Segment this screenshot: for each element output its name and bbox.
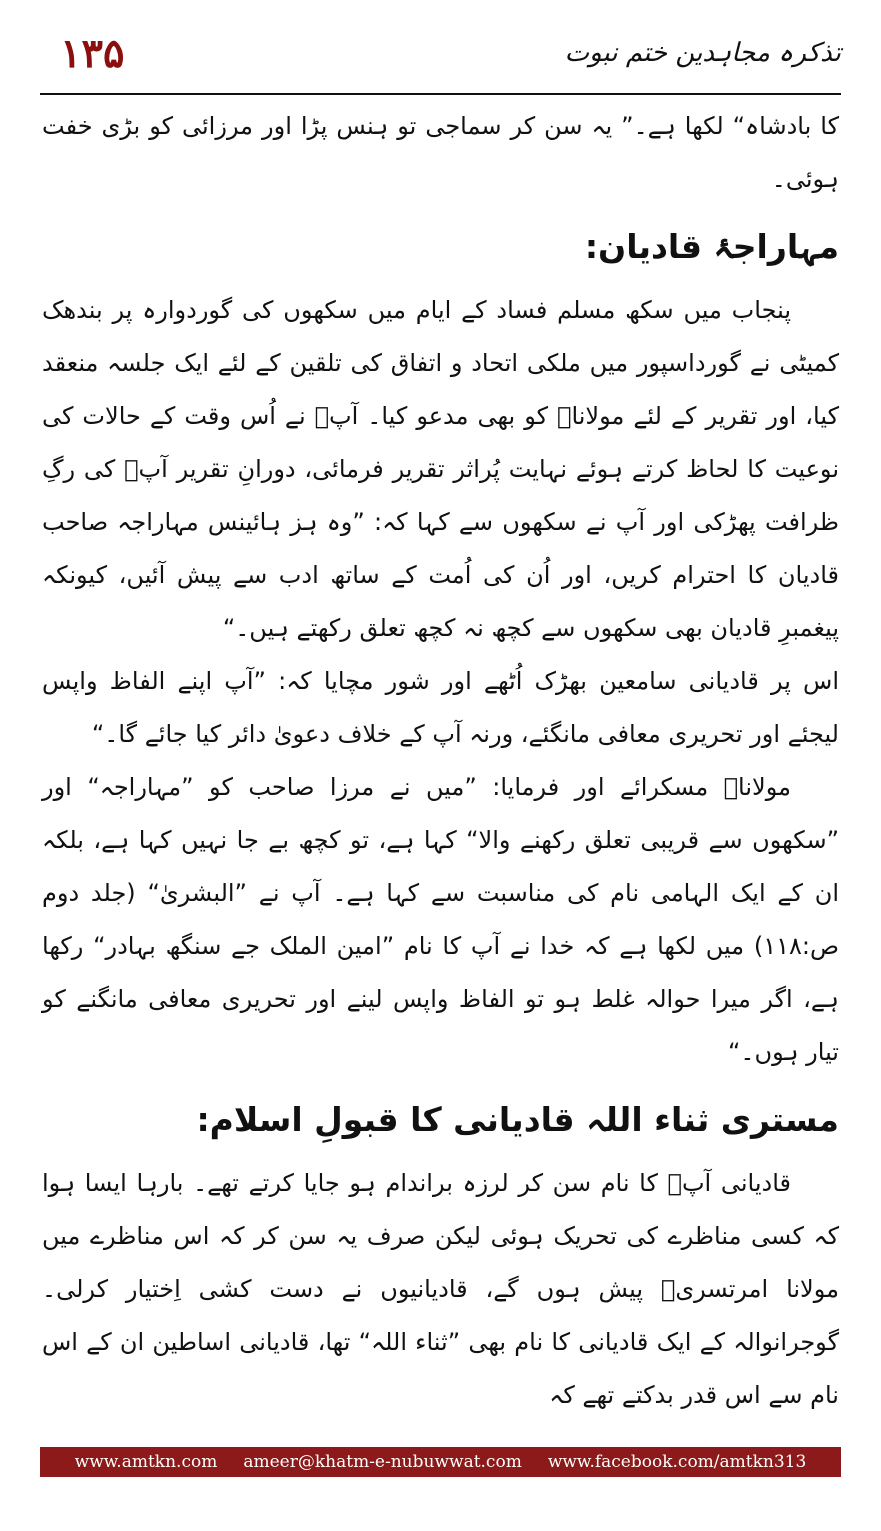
page-number: ۱۳۵	[60, 30, 125, 77]
page-header	[40, 28, 841, 90]
header-divider	[40, 93, 841, 95]
paragraph-2: اس پر قادیانی سامعین بھڑک اُٹھے اور شور مچایا کہ: ”آپ اپنے الفاظ واپس لیجئے اور تحریری معافی مانگئے، ورنہ آپ کے خلاف دعویٰ دائر کیا جائے گا۔“	[42, 667, 839, 748]
section-heading-maharaja: مہاراجۂ قادیان:	[584, 227, 839, 266]
paragraph-3: مولاناؒ مسکرائے اور فرمایا: ”میں نے مرزا صاحب کو ”مہاراجہ“ اور ”سکھوں سے قریبی تعلق رکھنے والا“ کہا ہے، تو کچھ بے جا نہیں کہا ہے، بلکہ ان کے ایک الہامی نام کی مناسبت سے کہا ہے۔ آپ نے ”البشریٰ“ (جلد دوم ص:۱۱۸) میں لکھا ہے کہ خدا نے آپ کا نام ”امین الملک جے سنگھ بہادر“ رکھا ہے، اگر میرا حوالہ غلط ہو تو الفاظ واپس لینے اور تحریری معافی مانگنے کو تیار ہوں۔“	[42, 773, 839, 1066]
running-title: تذکرہ مجاہدین ختم نبوت	[564, 38, 841, 68]
section-heading-sanaullah: مستری ثناء اللہ قادیانی کا قبولِ اسلام:	[196, 1100, 839, 1139]
paragraph-4: قادیانی آپؒ کا نام سن کر لرزہ براندام ہو جایا کرتے تھے۔ بارہا ایسا ہوا کہ کسی مناظرے کی تحریک ہوئی لیکن صرف یہ سن کر کہ اس مناظرے میں مولانا امرتسریؒ پیش ہوں گے، قادیانیوں نے دست کشی اِختیار کرلی۔ گوجرانوالہ کے ایک قادیانی کا نام بھی ”ثناء اللہ“ تھا، قادیانی اساطین ان کے اس نام سے اس قدر بدکتے تھے کہ	[42, 1169, 839, 1409]
page-body	[42, 100, 839, 1422]
intro-paragraph: کا بادشاہ“ لکھا ہے۔” یہ سن کر سماجی تو ہنس پڑا اور مرزائی کو بڑی خفت ہوئی۔	[42, 112, 839, 193]
paragraph-1: پنجاب میں سکھ مسلم فساد کے ایام میں سکھوں کی گوردوارہ پر بندھک کمیٹی نے گورداسپور میں ملکی اتحاد و اتفاق کی تلقین کے لئے ایک جلسہ منعقد کیا، اور تقریر کے لئے مولاناؒ کو بھی مدعو کیا۔ آپؒ نے اُس وقت کے حالات کی نوعیت کا لحاظ کرتے ہوئے نہایت پُراثر تقریر فرمائی، دورانِ تقریر آپؒ کی رگِ ظرافت پھڑکی اور آپ نے سکھوں سے کہا کہ: ”وہ ہز ہائینس مہاراجہ صاحب قادیان کا احترام کریں، اور اُن کی اُمت کے ساتھ ادب سے پیش آئیں، کیونکہ پیغمبرِ قادیان بھی سکھوں سے کچھ نہ کچھ تعلق رکھتے ہیں۔“	[42, 296, 839, 642]
footer-bar	[40, 1447, 841, 1477]
footer-facebook-link[interactable]: www.facebook.com/amtkn313	[547, 1452, 807, 1472]
footer-website-link[interactable]: www.amtkn.com	[74, 1452, 218, 1472]
footer-email-link[interactable]: ameer@khatm-e-nubuwwat.com	[243, 1452, 522, 1472]
